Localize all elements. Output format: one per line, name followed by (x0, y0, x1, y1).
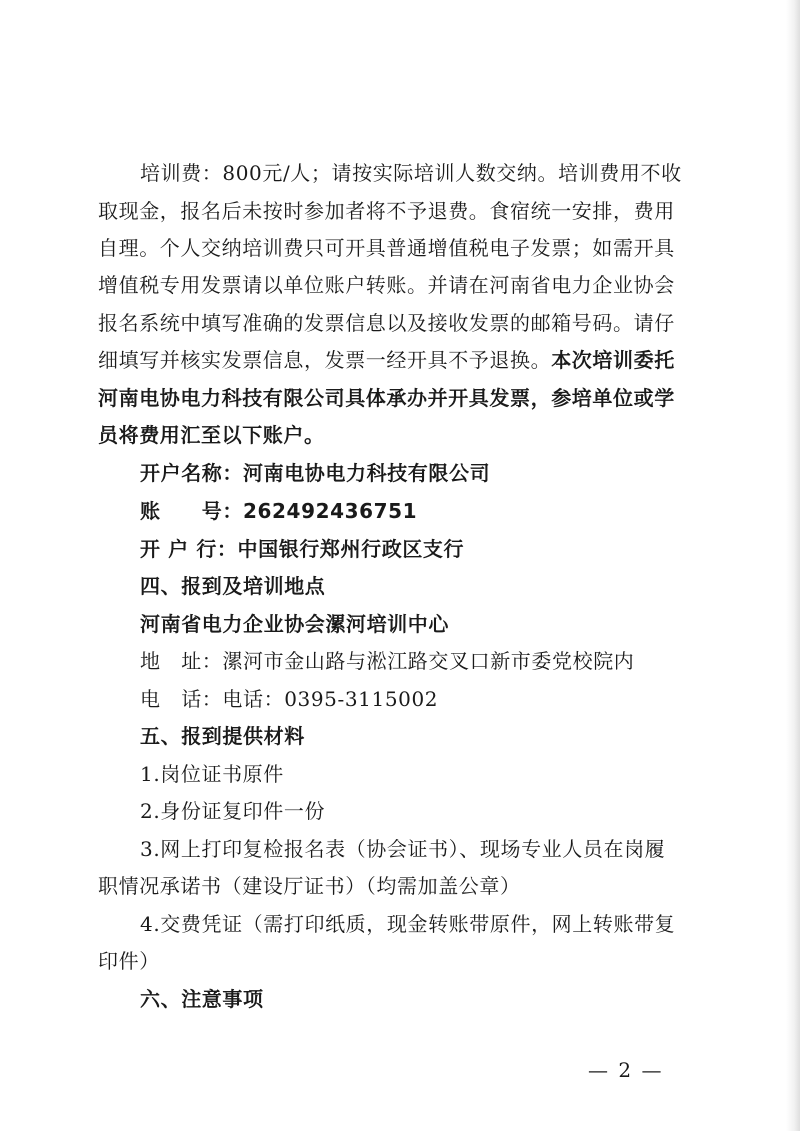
account-bank-value: 中国银行郑州行政区支行 (237, 537, 465, 561)
account-name-label: 开户名称： (140, 461, 243, 485)
venue-name: 河南省电力企业协会漯河培训中心 (140, 612, 449, 636)
account-number-row (140, 498, 700, 524)
body-line-2: 取现金，报名后未按时参加者将不予退费。食宿统一安排，费用 (98, 199, 675, 223)
scan-edge-shadow (786, 0, 800, 1131)
body-line-7: 河南电协电力科技有限公司具体承办并开具发票，参培单位或学 (98, 386, 675, 410)
phone-label: 电 话： (140, 687, 223, 711)
body-line-3: 自理。个人交纳培训费只可开具普通增值税电子发票；如需开具 (98, 236, 675, 260)
material-item-1: 1.岗位证书原件 (140, 762, 284, 786)
section-6-heading: 六、注意事项 (140, 987, 264, 1011)
body-line-4: 增值税专用发票请以单位账户转账。并请在河南省电力企业协会 (98, 273, 675, 297)
body-line-8: 员将费用汇至以下账户。 (98, 423, 325, 447)
account-bank-row (140, 536, 700, 562)
material-item-3-line-2: 职情况承诺书（建设厅证书）（均需加盖公章） (98, 874, 521, 898)
material-item-3-line-1: 3.网上打印复检报名表（协会证书）、现场专业人员在岗履 (140, 837, 666, 861)
body-line-5: 报名系统中填写准确的发票信息以及接收发票的邮箱号码。请仔 (98, 311, 675, 335)
material-item-2: 2.身份证复印件一份 (140, 799, 326, 823)
account-bank-label: 开 户 行： (140, 537, 238, 561)
account-number-label: 账 号： (140, 499, 243, 523)
address-label: 地 址： (140, 649, 223, 673)
body-line-1: 培训费：800元/人；请按实际培训人数交纳。培训费用不收 (140, 161, 682, 185)
address-value: 漯河市金山路与淞江路交叉口新市委党校院内 (222, 649, 635, 673)
account-name-value: 河南电协电力科技有限公司 (243, 461, 491, 485)
body-line-6-bold: 本次培训委托 (551, 348, 675, 372)
body-line-6 (98, 347, 698, 373)
account-number-value: 262492436751 (243, 499, 418, 523)
body-line-6-regular: 细填写并核实发票信息，发票一经开具不予退换。 (98, 348, 552, 372)
page-number: — 2 — (588, 1058, 664, 1082)
account-name-row (140, 460, 700, 486)
material-item-4-line-2: 印件） (98, 949, 160, 973)
material-item-4-line-1: 4.交费凭证（需打印纸质，现金转账带原件，网上转账带复 (140, 912, 676, 936)
phone-row (140, 686, 700, 712)
section-4-heading: 四、报到及培训地点 (140, 574, 326, 598)
section-5-heading: 五、报到提供材料 (140, 724, 305, 748)
phone-value: 电话：0395-3115002 (222, 687, 439, 711)
address-row (140, 648, 700, 674)
